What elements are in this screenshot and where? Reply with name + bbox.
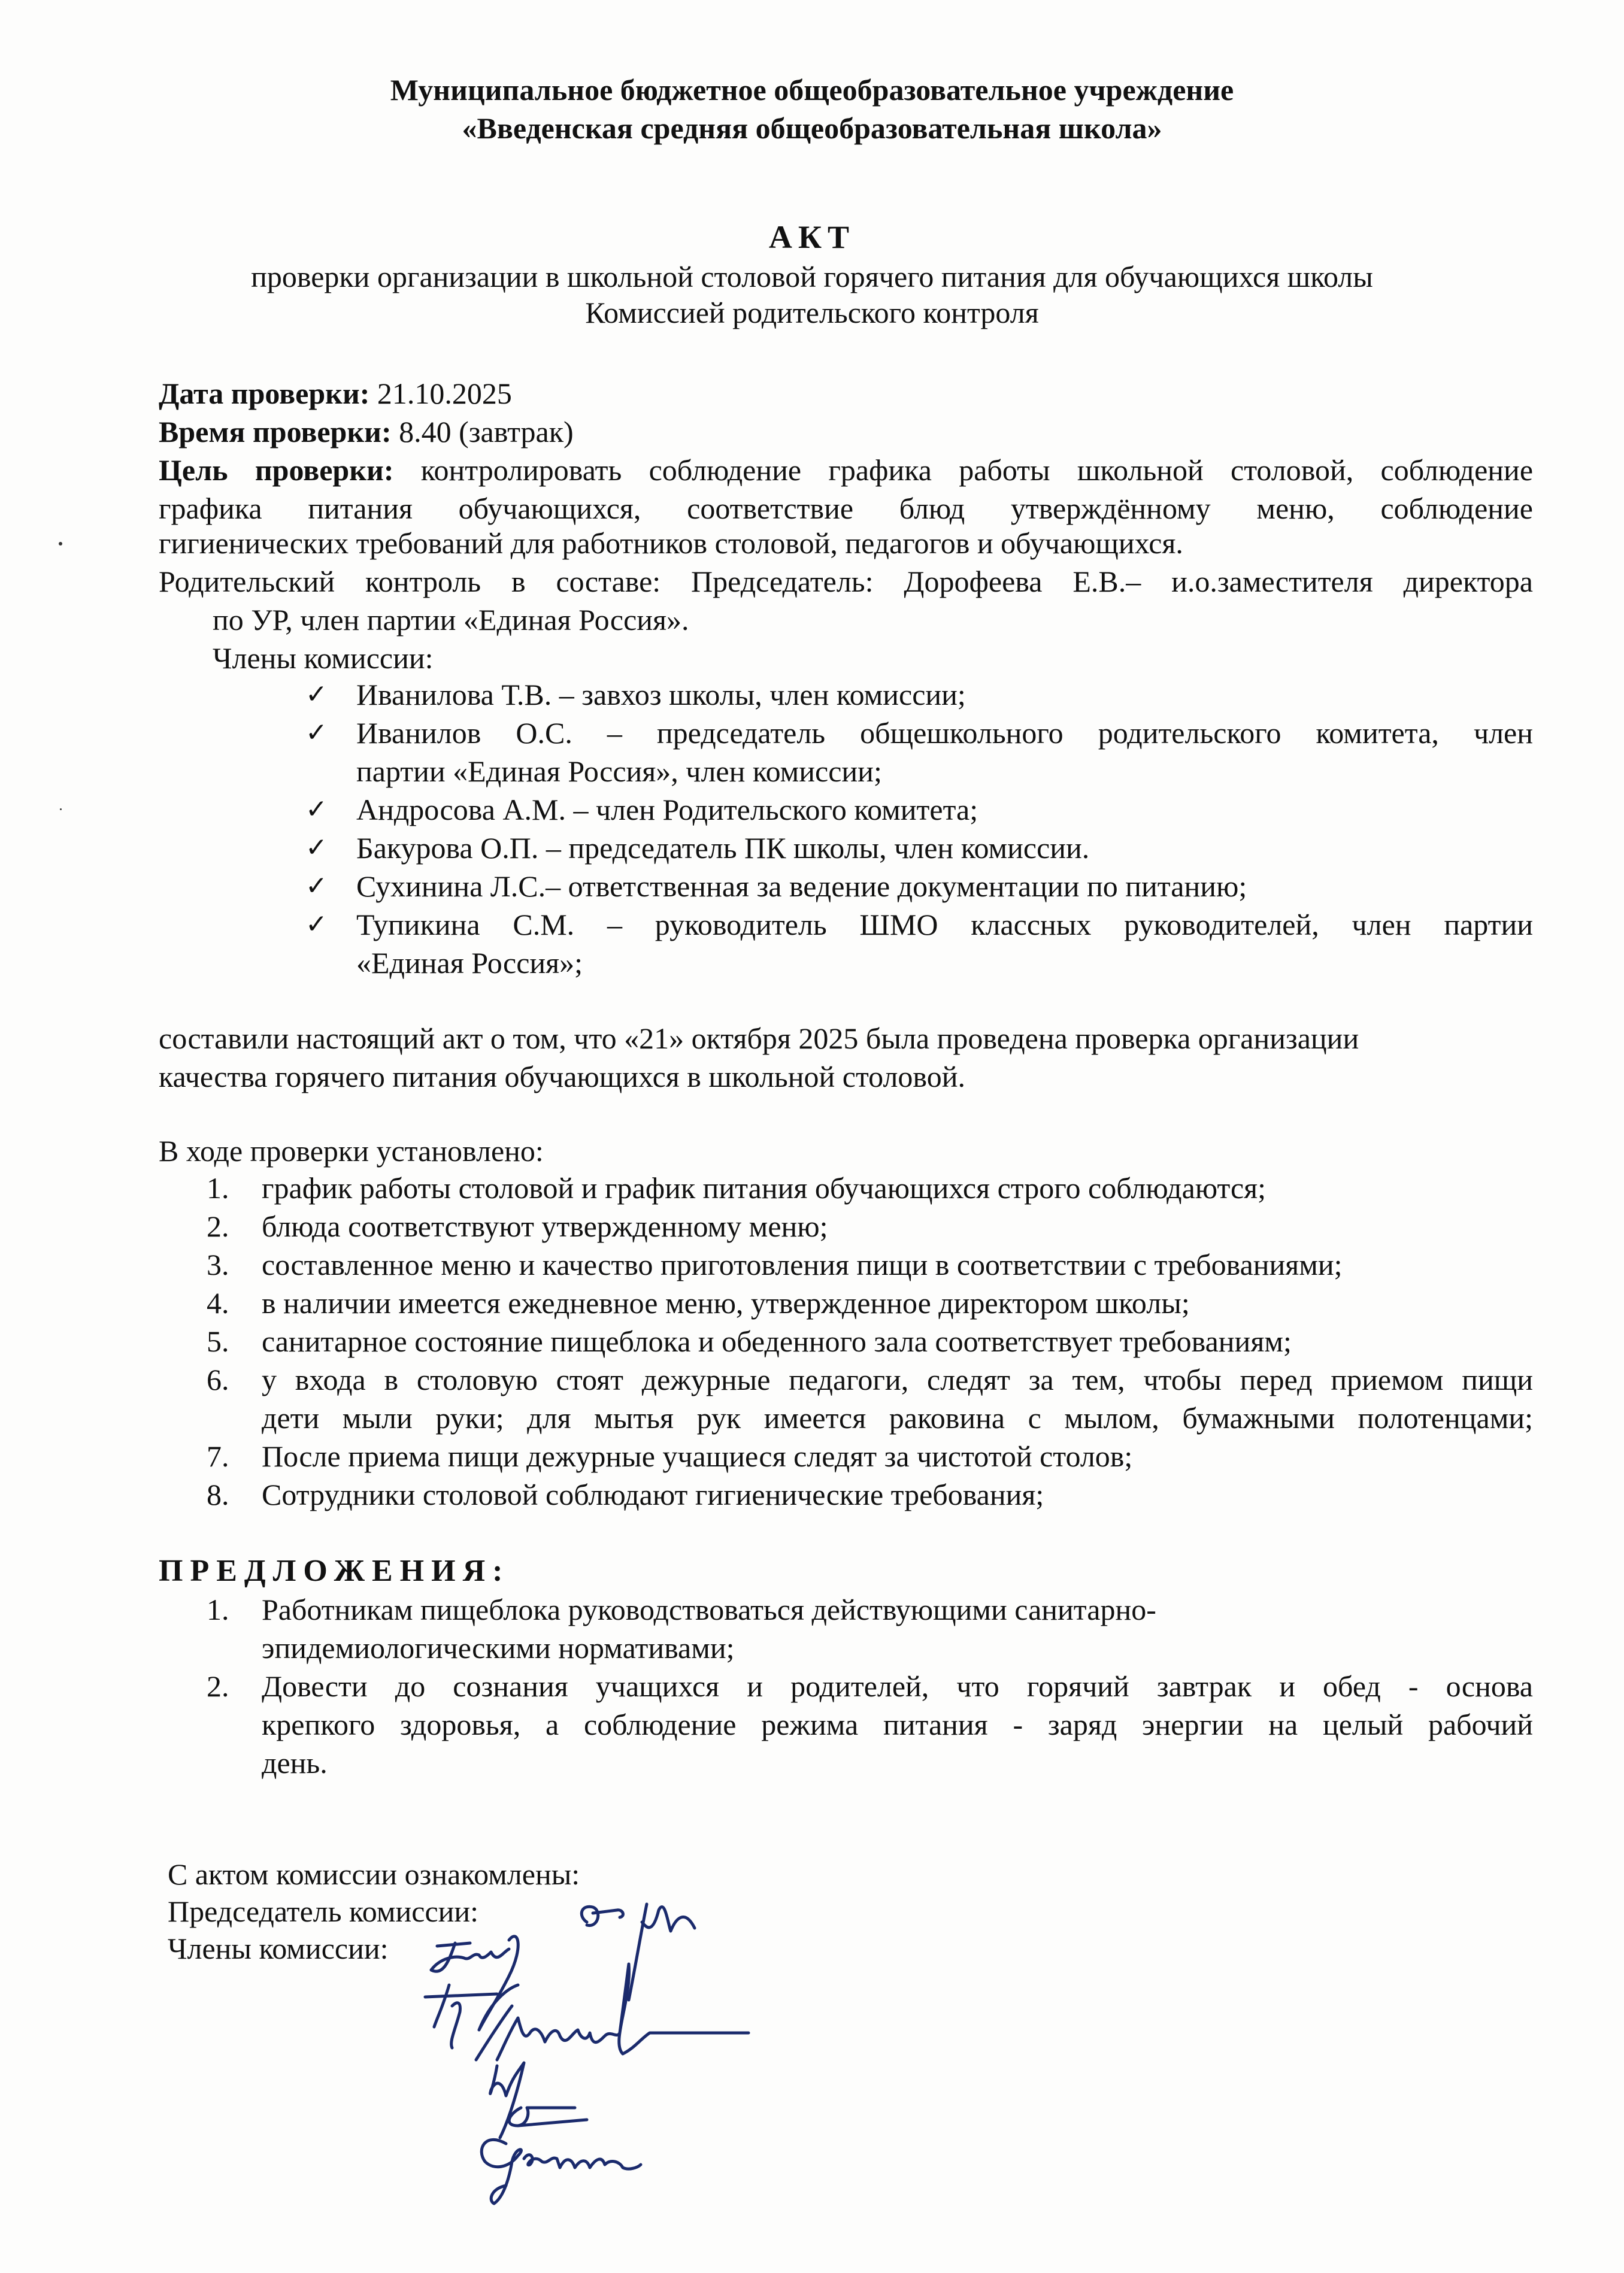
acknowledged-label: С актом комиссии ознакомлены: — [168, 1857, 580, 1891]
proposals-heading: ПРЕДЛОЖЕНИЯ: — [159, 1554, 510, 1588]
item-text: санитарное состояние пищеблока и обеденного зала соответствует требованиям; — [262, 1325, 1292, 1358]
checkmark-icon: ✓ — [305, 717, 328, 748]
item-text: блюда соответствуют утвержденному меню; — [262, 1210, 828, 1243]
item-text-cont: эпидемиологическими нормативами; — [262, 1631, 735, 1665]
item-number: 1. — [207, 1593, 229, 1626]
item-text: составленное меню и качество приготовления пищи в соответствии с требованиями; — [262, 1248, 1343, 1281]
inspection-goal-line2: графика питания обучающихся, соответствие блюд утверждённому меню, соблюдение — [159, 492, 1533, 525]
item-text: в наличии имеется ежедневное меню, утвержденное директором школы; — [262, 1286, 1190, 1320]
checkmark-icon: ✓ — [305, 871, 328, 901]
checkmark-icon: ✓ — [305, 909, 328, 939]
item-text-cont: дети мыли руки; для мытья рук имеется раковина с мылом, бумажными полотенцами; — [262, 1401, 1533, 1435]
act-subtitle-line1: проверки организации в школьной столовой горячего питания для обучающихся школы — [251, 260, 1373, 293]
scan-speck — [60, 808, 62, 810]
act-subtitle-line2: Комиссией родительского контроля — [585, 296, 1039, 329]
item-number: 3. — [207, 1248, 229, 1281]
inspection-goal-line1 — [159, 451, 1533, 489]
inspection-date — [159, 374, 1533, 413]
item-number: 5. — [207, 1325, 229, 1358]
item-number: 2. — [207, 1669, 229, 1703]
inspection-goal-text1: контролировать соблюдение графика работы школьной столовой, соблюдение — [420, 453, 1534, 487]
member-text: Тупикина С.М. – руководитель ШМО классных руководителей, член партии — [356, 908, 1533, 941]
members-signature-label: Члены комиссии: — [168, 1932, 389, 1965]
inspection-date-label: Дата проверки: — [159, 377, 370, 410]
finding-item — [207, 1360, 1533, 1437]
member-text: Иванилов О.С. – председатель общешкольного родительского комитета, член — [356, 716, 1533, 750]
checkmark-icon: ✓ — [305, 794, 328, 825]
item-number: 2. — [207, 1210, 229, 1243]
org-name-line1: Муниципальное бюджетное общеобразовательное учреждение — [390, 73, 1234, 107]
member-text-cont: партии «Единая Россия», член комиссии; — [356, 754, 882, 788]
item-number: 6. — [207, 1363, 229, 1396]
proposal-item — [207, 1667, 1533, 1782]
inspection-goal-label: Цель проверки: — [159, 453, 394, 487]
checkmark-icon: ✓ — [305, 832, 328, 863]
proposal-item — [207, 1590, 1533, 1667]
inspection-goal-line3: гигиенических требований для работников столовой, педагогов и обучающихся. — [159, 526, 1183, 560]
commission-composition-line2: по УР, член партии «Единая Россия». — [213, 603, 689, 637]
inspection-time — [159, 413, 1533, 451]
members-signatures — [413, 1928, 856, 2210]
inspection-time-value: 8.40 (завтрак) — [399, 415, 574, 448]
member-text: Сухинина Л.С.– ответственная за ведение документации по питанию; — [356, 869, 1247, 903]
inspection-time-label: Время проверки: — [159, 415, 392, 448]
checkmark-icon: ✓ — [305, 679, 328, 710]
member-text: Андросова А.М. – член Родительского комитета; — [356, 793, 978, 826]
member-text: Бакурова О.П. – председатель ПК школы, член комиссии. — [356, 831, 1090, 865]
commission-member — [305, 714, 1533, 790]
statement-line2: качества горячего питания обучающихся в школьной столовой. — [159, 1060, 965, 1093]
act-title: АКТ — [768, 219, 856, 255]
member-text-cont: «Единая Россия»; — [356, 946, 583, 980]
commission-member — [305, 905, 1533, 982]
findings-heading: В ходе проверки установлено: — [159, 1134, 544, 1168]
item-text: у входа в столовую стоят дежурные педагоги, следят за тем, чтобы перед приемом пищи — [262, 1363, 1533, 1396]
item-text-cont: день. — [262, 1746, 328, 1780]
item-number: 8. — [207, 1478, 229, 1511]
item-text: После приема пищи дежурные учащиеся следят за чистотой столов; — [262, 1439, 1133, 1473]
item-text-cont: крепкого здоровья, а соблюдение режима питания - заряд энергии на целый рабочий — [262, 1708, 1533, 1741]
statement-line1: составили настоящий акт о том, что «21» октября 2025 была проведена проверка организации — [159, 1022, 1359, 1055]
org-name-line2: «Введенская средняя общеобразовательная школа» — [462, 111, 1162, 145]
item-text: Довести до сознания учащихся и родителей, что горячий завтрак и обед - основа — [262, 1669, 1533, 1703]
member-text: Иванилова Т.В. – завхоз школы, член комиссии; — [356, 678, 966, 711]
item-text: график работы столовой и график питания обучающихся строго соблюдаются; — [262, 1171, 1267, 1205]
item-number: 1. — [207, 1171, 229, 1205]
inspection-date-value: 21.10.2025 — [377, 377, 512, 410]
scan-speck — [59, 542, 62, 545]
item-number: 7. — [207, 1439, 229, 1473]
chair-label: Председатель комиссии: — [168, 1895, 479, 1928]
commission-composition-line1: Родительский контроль в составе: Председатель: Дорофеева Е.В.– и.о.заместителя директора — [159, 565, 1533, 598]
item-text: Работникам пищеблока руководствоваться действующими санитарно- — [262, 1593, 1156, 1626]
commission-members-label: Члены комиссии: — [213, 641, 434, 675]
item-number: 4. — [207, 1286, 229, 1320]
item-text: Сотрудники столовой соблюдают гигиенические требования; — [262, 1478, 1044, 1511]
